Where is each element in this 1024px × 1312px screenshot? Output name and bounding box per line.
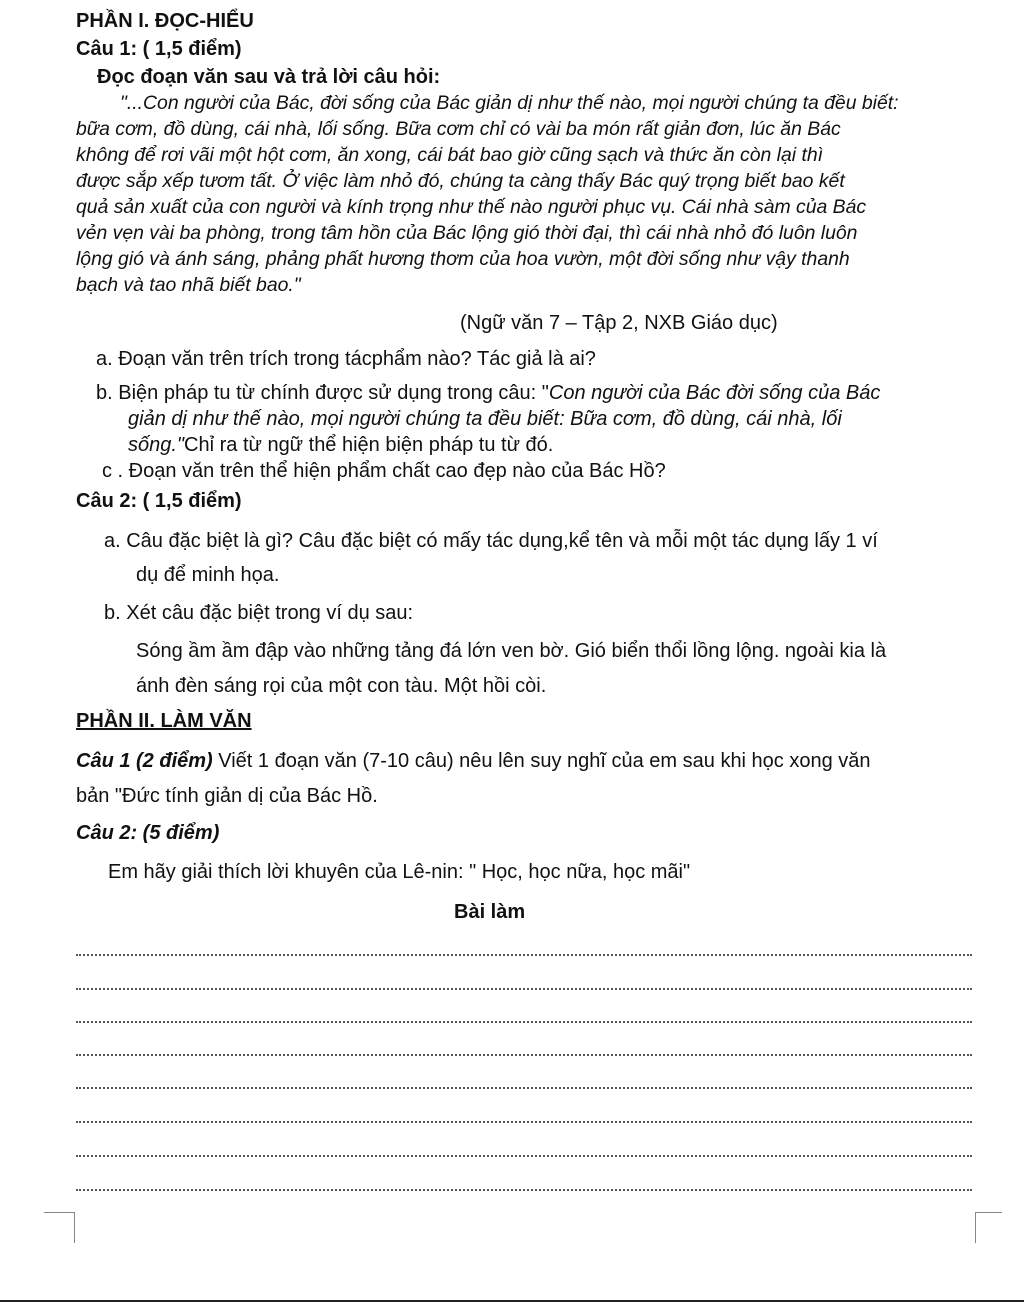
part1-heading: PHẦN I. ĐỌC-HIỂU [76,10,254,32]
page-corner-mark-right [975,1212,1002,1243]
part2-q1-line2: bản "Đức tính giản dị của Bác Hồ. [76,785,378,807]
q1-part-b-line2: giản dị như thế nào, mọi người chúng ta đều biết: Bữa cơm, đồ dùng, cái nhà, lối [128,408,842,430]
passage-line: bạch và tao nhã biết bao." [76,274,301,296]
q1-part-b-quote-end: sống." [128,434,185,456]
answer-line [76,954,972,956]
part2-heading: PHẦN II. LÀM VĂN [76,710,252,732]
passage-line: bữa cơm, đồ dùng, cái nhà, lối sống. Bữa cơm chỉ có vài ba món rất giản đơn, lúc ăn Bác [76,118,841,140]
passage-line: không để rơi vãi một hột cơm, ăn xong, cái bát bao giờ cũng sạch và thức ăn còn lại thì [76,144,824,166]
answer-line [76,1189,972,1191]
q1-part-a: a. Đoạn văn trên trích trong tácphẩm nào? Tác giả là ai? [96,348,596,370]
q1-part-b-suffix: Chỉ ra từ ngữ thể hiện biện pháp tu từ đó. [184,434,554,456]
q1-title: Câu 1: ( 1,5 điểm) [76,38,242,60]
passage-line: được sắp xếp tươm tất. Ở việc làm nhỏ đó, chúng ta càng thấy Bác quý trọng biết bao kết [76,170,845,192]
part2-q1-line1 [76,748,871,774]
q1-part-b-prefix: b. Biện pháp tu từ chính được sử dụng trong câu: " [96,382,549,404]
part2-q1-label: Câu 1 (2 điểm) [76,750,213,772]
answer-line [76,1021,972,1023]
passage-line: "...Con người của Bác, đời sống của Bác giản dị như thế nào, mọi người chúng ta đều biết: [120,92,899,114]
q1-part-b-line3 [128,432,553,458]
passage-source: (Ngữ văn 7 – Tập 2, NXB Giáo dục) [460,312,778,334]
answer-heading: Bài làm [454,901,526,923]
q1-instruction: Đọc đoạn văn sau và trả lời câu hỏi: [97,66,441,88]
answer-line [76,1121,972,1123]
passage-line: quả sản xuất của con người và kính trọng như thế nào người phục vụ. Cái nhà sàm của Bác [76,196,867,218]
part2-q2-text: Em hãy giải thích lời khuyên của Lê-nin: " Học, học nữa, học mãi" [108,861,691,883]
answer-line [76,988,972,990]
q2-part-a-line2: dụ để minh họa. [136,564,280,586]
q1-part-c: c . Đoạn văn trên thể hiện phẩm chất cao đẹp nào của Bác Hồ? [102,460,666,482]
page-corner-mark-left [44,1212,75,1243]
q2-title: Câu 2: ( 1,5 điểm) [76,490,242,512]
q2-part-b: b. Xét câu đặc biệt trong ví dụ sau: [104,602,414,624]
part2-q1-text: Viết 1 đoạn văn (7-10 câu) nêu lên suy nghĩ của em sau khi học xong văn [212,750,871,772]
q2-example-line1: Sóng ầm ầm đập vào những tảng đá lớn ven bờ. Gió biển thổi lồng lộng. ngoài kia là [136,640,887,662]
answer-line [76,1054,972,1056]
answer-line [76,1155,972,1157]
passage-line: lộng gió và ánh sáng, phảng phất hương thơm của hoa vườn, một đời sống như vậy thanh [76,248,850,270]
part2-q2-label: Câu 2: (5 điểm) [76,822,220,844]
q2-example-line2: ánh đèn sáng rọi của một con tàu. Một hồi còi. [136,675,547,697]
q1-part-b-line1 [96,380,880,406]
q2-part-a-line1: a. Câu đặc biệt là gì? Câu đặc biệt có mấy tác dụng,kể tên và mỗi một tác dụng lấy 1 ví [104,530,878,552]
answer-line [76,1087,972,1089]
page-bottom-edge [0,1300,1024,1302]
q1-part-b-quote: Con người của Bác đời sống của Bác [548,382,881,404]
passage-line: vẻn vẹn vài ba phòng, trong tâm hồn của Bác lộng gió thời đại, thì cái nhà nhỏ đó luôn luôn [76,222,858,244]
